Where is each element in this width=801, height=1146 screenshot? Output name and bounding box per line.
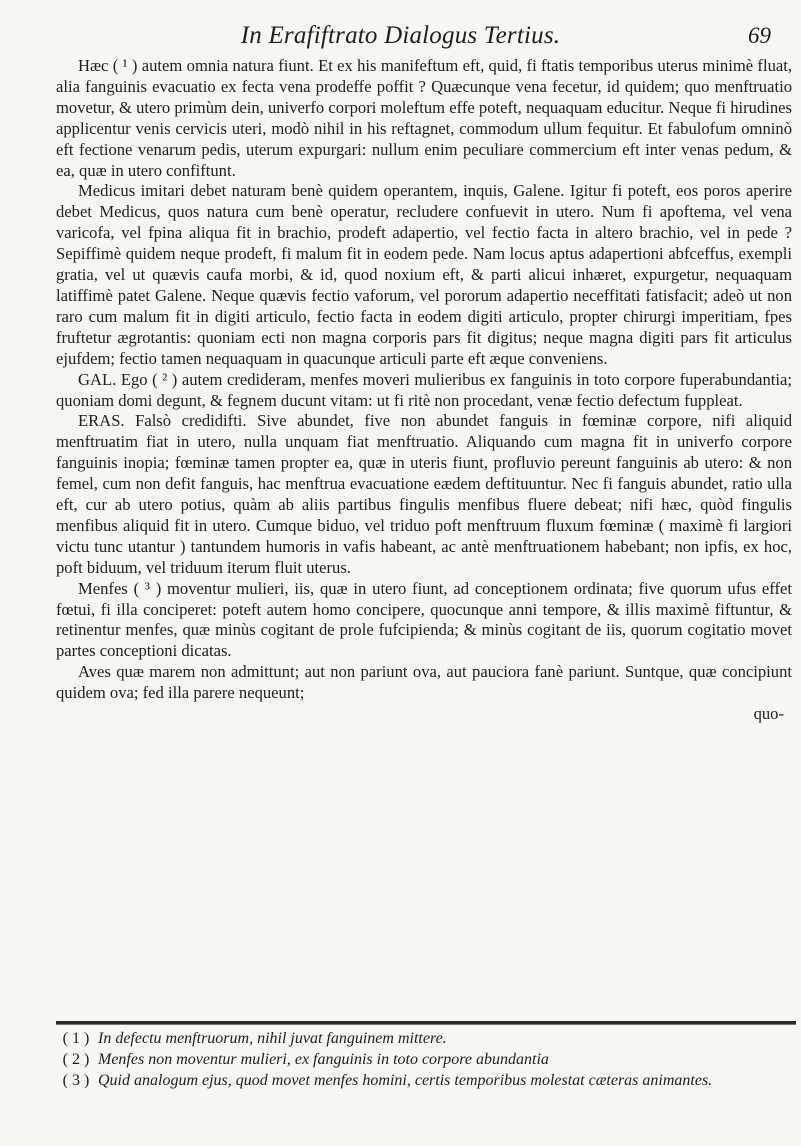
catchword: quo-	[753, 704, 784, 724]
footnote-number: ( 3 )	[62, 1072, 90, 1089]
footnote-number: ( 2 )	[62, 1051, 90, 1068]
paragraph: Aves quæ marem non admittunt; aut non pariunt ova, aut pauciora fanè pariunt. Suntque, quæ concipiunt quidem ova; fed illa parere nequeunt;	[56, 662, 792, 703]
running-title: In Erafiftrato Dialogus Tertius.	[240, 22, 561, 49]
footnotes	[58, 1028, 794, 1091]
paragraph: Menfes ( ³ ) moventur mulieri, iis, quæ in utero fiunt, ad conceptionem ordinata; five quorum ufus effet fœtui, fi illa conciperet: poteft autem homo concipere, quocunque anni tempore, & illis maximè fiftuntur, & retinentur menfes, quæ minùs cogitant de prole fufcipienda; & minùs cogitant de iis, quorum cogitatio movet partes conceptioni dicatas.	[56, 578, 792, 661]
footnote-number: ( 1 )	[62, 1030, 90, 1047]
footnote-divider	[56, 1021, 796, 1025]
paragraph: Medicus imitari debet naturam benè quidem operantem, inquis, Galene. Igitur fi poteft, eos poros aperire debet Medicus, quos natura cum benè operatur, recludere confuevit in utero. Num fi apoftema, vel vena varicofa, vel fpina aliqua fit in brachio, prodeft adapertio, vel fectio facta in altero brachio, vel in pede ? Sepiffimè quidem neque prodeft, fi malum fit in eodem pede. Nam locus aptus adapertioni abfceffus, exempli gratia, vel ut quævis caufa morbi, & id, quod noxium eft, & parti alicui inhæret, expurgetur, nequaquam latiffimè patet Galene. Neque quævis fectio vaforum, vel pororum adapertio neceffitati fatisfacit; adeò ut non raro cum malum fit in digiti articulo, fectio facta in eodem digiti articulo, propter chirurgi imperitiam, fpes fruftetur ægrotantis: quoniam ecti non magna corporis pars fit digitus; neque magna digiti pars fit articulus ejufdem; fectio tamen nequaquam in quacunque articuli parte eft æque conveniens.	[56, 181, 792, 368]
footnote	[58, 1070, 794, 1091]
paragraph: ERAS. Falsò credidifti. Sive abundet, five non abundet fanguis in fœminæ corpore, nifi aliquid menftruatim fiat in utero, nulla unquam fiat menftruatio. Aliquando cum magna fit in univerfo corpore fanguinis inopia; fœminæ tamen propter ea, quæ in uteris fiunt, profluvio pereunt fanguinis ab utero: & non femel, cum non defit fanguis, hac menftrua evacuatione eædem deftituuntur. Nec fi fanguis abundet, ratio ulla eft, cur ab utero potius, quàm ab aliis partibus fingulis menfibus fluere debeat; nifi hæc, quòd fingulis menfibus aliquid fit in utero. Cumque biduo, vel triduo poft menftruum fluxum fœminæ ( maximè fi largiori victu tunc utantur ) tantundem humoris in vafis habeant, ac antè menftruationem habebant; non ipfis, ex hoc, poft biduum, vel triduum iterum fluit uterus.	[56, 411, 792, 577]
footnote	[58, 1028, 794, 1049]
paragraph: GAL. Ego ( ² ) autem credideram, menfes moveri mulieribus ex fanguinis in toto corpore fuperabundantia; quoniam domi degunt, & fegnem ducunt vitam: ut fi ritè non procedant, venæ fectio defectum fuppleat.	[56, 369, 792, 410]
main-text	[56, 56, 792, 725]
footnote-text: In defectu menftruorum, nihil juvat fanguinem mittere.	[98, 1030, 447, 1047]
running-header	[0, 20, 801, 56]
page-number: 69	[748, 23, 771, 48]
footnote-text: Quid analogum ejus, quod movet menfes homini, certis temporibus molestat cæteras animantes.	[98, 1072, 713, 1089]
paragraph: Hæc ( ¹ ) autem omnia natura fiunt. Et ex his manifeftum eft, quid, fi ftatis temporibus uterus minimè fluat, alia fanguinis evacuatio ex fecta vena prodeffe poffit ? Quæcunque vena fecetur, id quidem; quo menftruatio movetur, & utero primùm dein, univerfo corpori moleftum effe poteft, nequaquam educitur. Neque fi hirudines applicentur venis cervicis uteri, modò nihil in his reftagnet, commodum ullum fequitur. Et fabulofum omninò eft fectione venarum pedis, uterum expurgari: nullum enim peculiare commercium eft inter venas pedum, & ea, quæ in utero confiftunt.	[56, 56, 792, 180]
footnote-text: Menfes non moventur mulieri, ex fanguinis in toto corpore abundantia	[98, 1051, 549, 1068]
footnote	[58, 1049, 794, 1070]
